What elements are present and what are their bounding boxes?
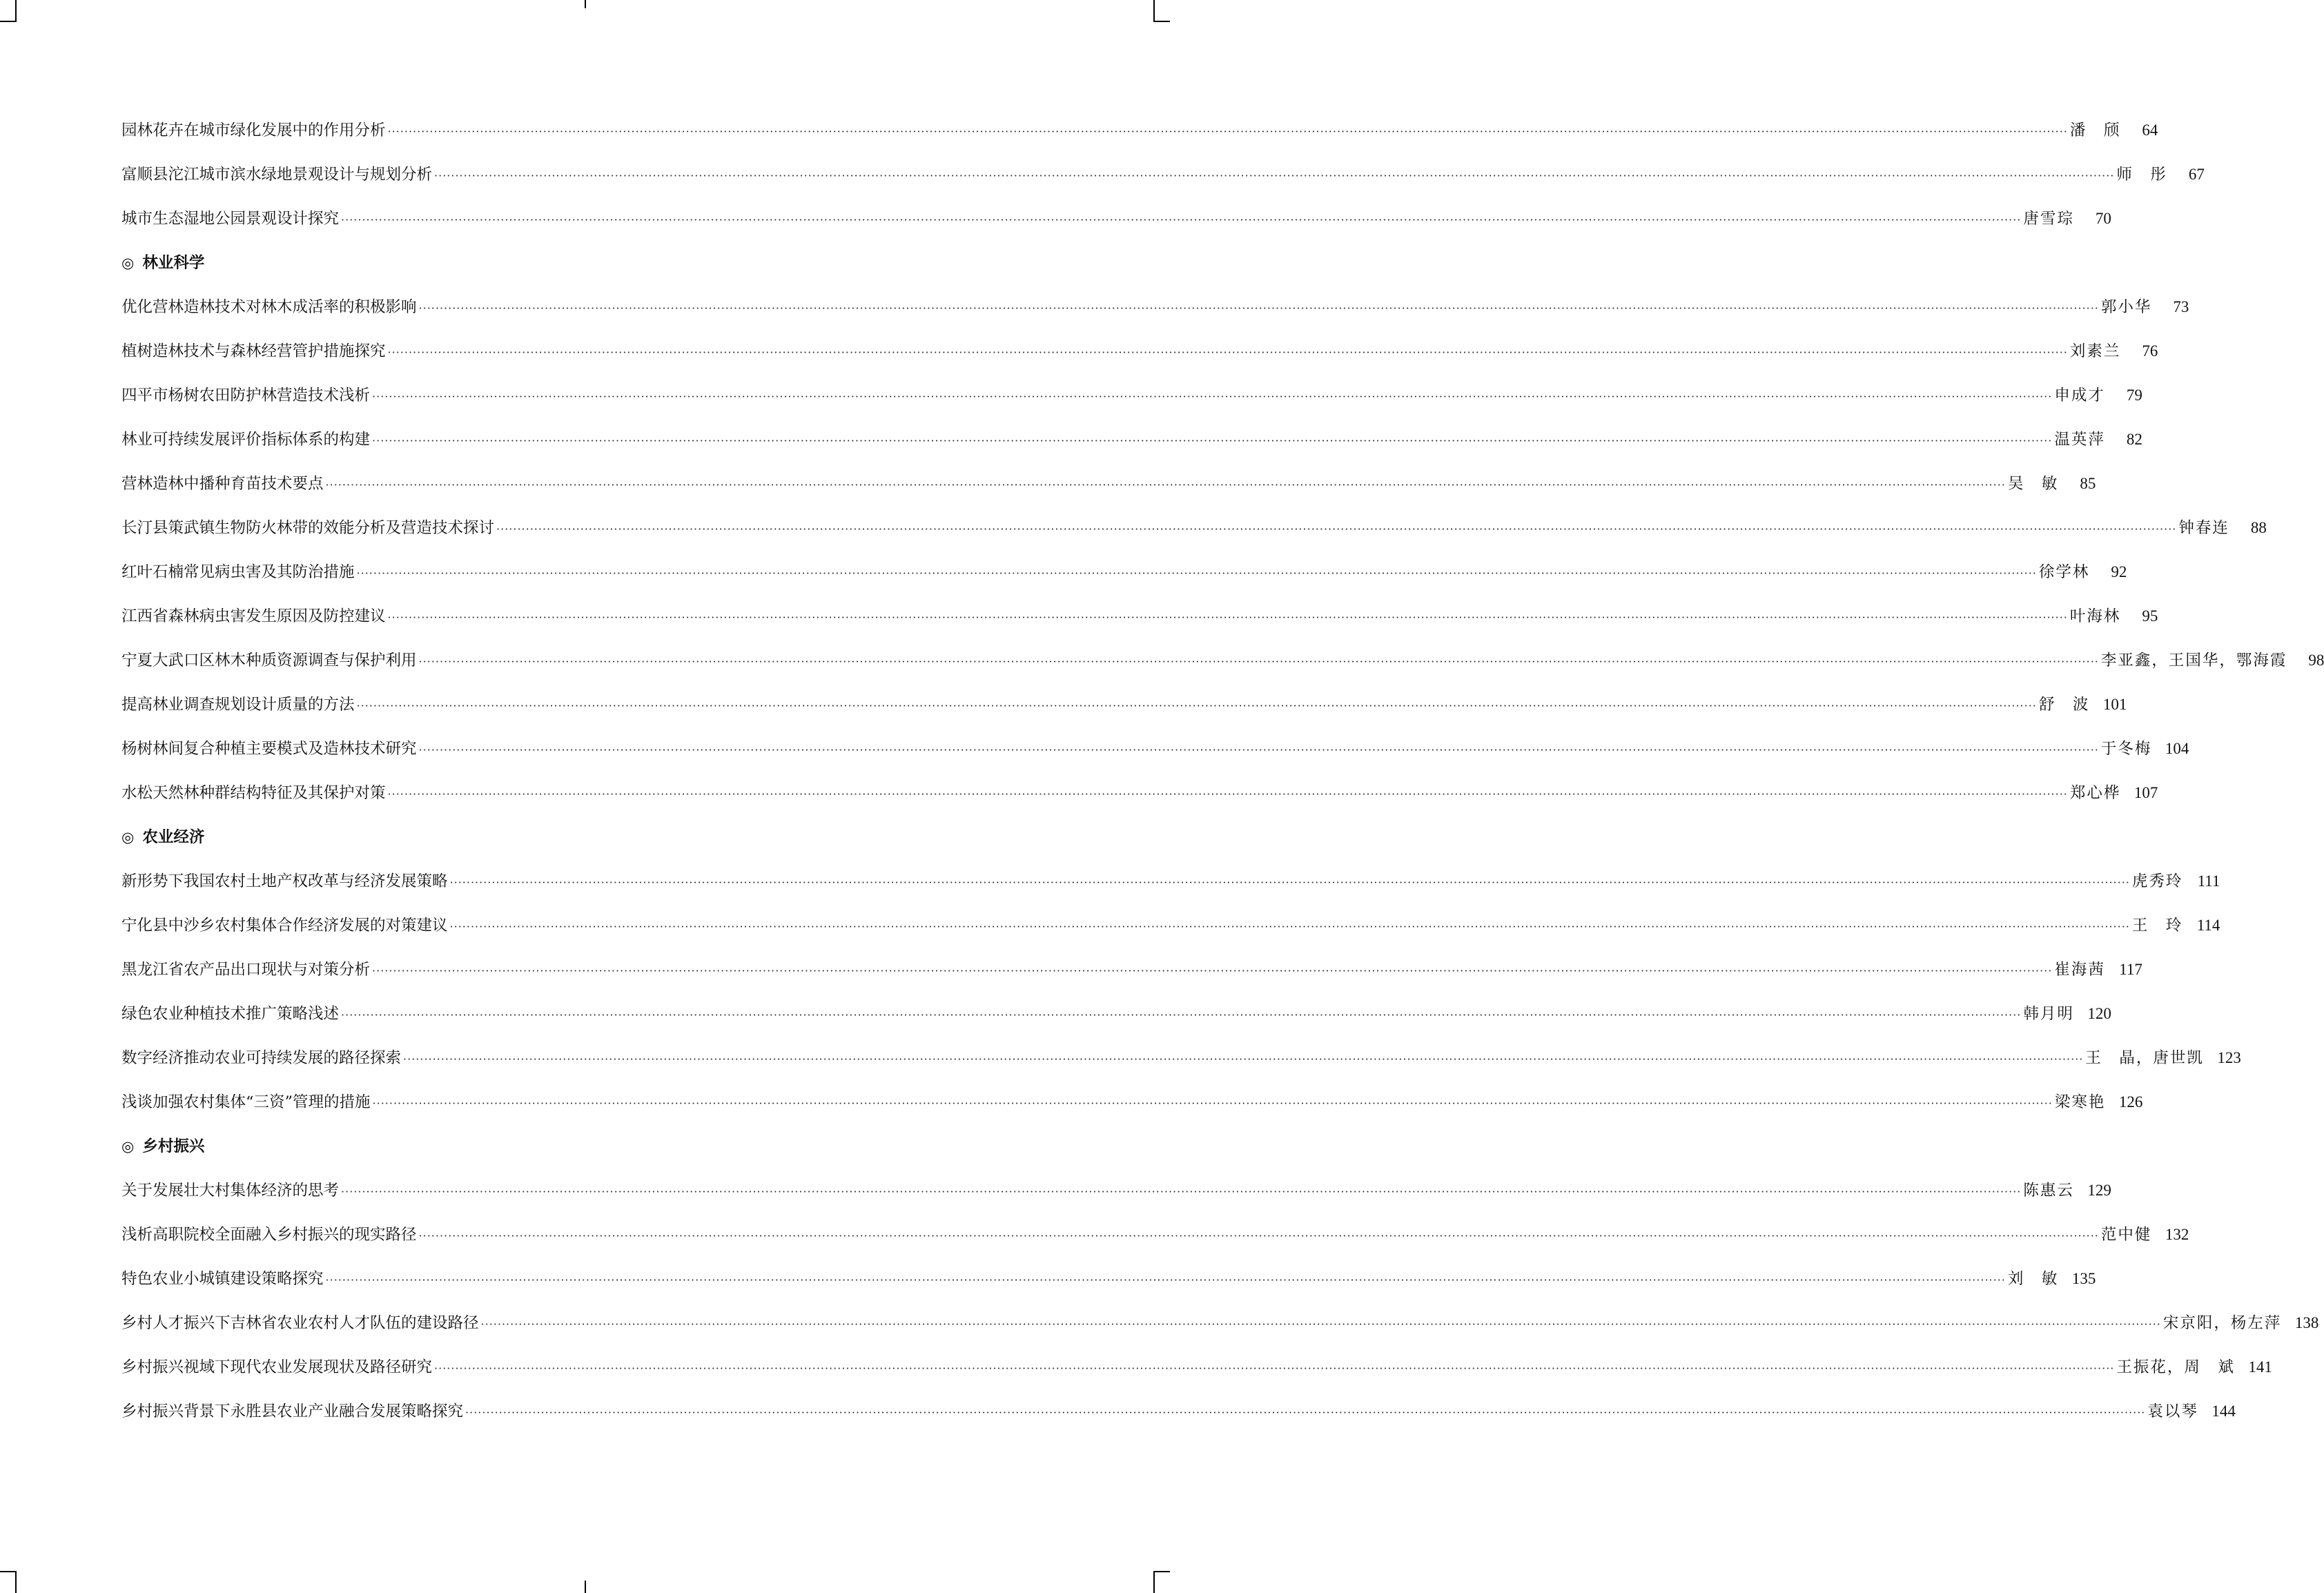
toc-entry[interactable] <box>121 913 2220 957</box>
entry-title: 绿色农业种植技术推广策略浅述 <box>121 1005 340 1023</box>
entry-page-number: 64 <box>2142 121 2158 139</box>
entry-author: 吴 敏 <box>2007 475 2059 493</box>
entry-title: 乡村人才振兴下吉林省农业农村人才队伍的建设路径 <box>121 1314 479 1332</box>
entry-title: 新形势下我国农村土地产权改革与经济发展策略 <box>121 872 448 890</box>
entry-page-number: 98 <box>2308 652 2324 669</box>
toc-entry[interactable] <box>121 471 2096 516</box>
toc-entry[interactable] <box>121 1355 2272 1399</box>
toc-entry[interactable] <box>121 1311 2319 1355</box>
toc-entry[interactable] <box>121 1222 2189 1267</box>
dot-leader: ················································································································································································································································································································································································································ <box>480 1318 2161 1331</box>
entry-page-number: 132 <box>2165 1226 2189 1243</box>
entry-page-number: 114 <box>2196 917 2220 934</box>
dot-leader: ················································································································································································································································································································································································································ <box>325 1273 2006 1287</box>
dot-leader: ················································································································································································································································································································································································································ <box>418 302 2099 315</box>
toc-entry[interactable] <box>121 1399 2236 1443</box>
dot-leader: ················································································································································································································································································································································································································ <box>356 567 2037 580</box>
entry-author: 崔海茜 <box>2054 961 2105 979</box>
entry-page-number: 123 <box>2217 1049 2241 1066</box>
toc-entry[interactable] <box>121 560 2127 604</box>
entry-author: 钟春连 <box>2178 519 2229 537</box>
section-title: 乡村振兴 <box>142 1137 205 1155</box>
dot-leader: ················································································································································································································································································································································································································ <box>341 1008 2022 1022</box>
crop-mark <box>0 1571 15 1572</box>
toc-entry[interactable] <box>121 1178 2111 1222</box>
dot-leader: ················································································································································································································································································································································································································ <box>356 699 2037 712</box>
entry-page-number: 111 <box>2197 872 2220 890</box>
entry-title: 提高林业调查规划设计质量的方法 <box>121 696 355 714</box>
entry-page-number: 92 <box>2111 563 2127 580</box>
entry-page-number: 144 <box>2211 1403 2236 1420</box>
crop-mark <box>15 0 17 22</box>
entry-page-number: 95 <box>2142 607 2158 625</box>
dot-leader: ················································································································································································································································································································································································································ <box>434 169 2115 182</box>
section-heading <box>121 825 1048 869</box>
entry-page-number: 117 <box>2119 961 2142 978</box>
entry-author: 潘 颀 <box>2069 121 2121 139</box>
toc-entry[interactable] <box>121 118 2158 162</box>
entry-author: 于冬梅 <box>2100 740 2152 758</box>
entry-page-number: 73 <box>2173 298 2189 315</box>
dot-leader: ················································································································································································································································································································································································································ <box>325 478 2006 491</box>
entry-title: 宁化县中沙乡农村集体合作经济发展的对策建议 <box>121 917 448 935</box>
entry-title: 浅谈加强农村集体“三资”管理的措施 <box>121 1093 371 1111</box>
toc-entry[interactable] <box>121 1090 2143 1134</box>
entry-page-number: 138 <box>2294 1314 2319 1331</box>
dot-leader: ················································································································································································································································································································································································································ <box>372 1097 2053 1110</box>
entry-author: 叶海林 <box>2069 607 2121 625</box>
entry-author: 徐学林 <box>2038 563 2090 581</box>
dot-leader: ················································································································································································································································································································································································································ <box>372 964 2053 977</box>
crop-mark <box>1153 0 1155 22</box>
entry-author: 王振花，周 斌 <box>2116 1358 2235 1376</box>
dot-leader: ················································································································································································································································································································································································································ <box>418 655 2099 668</box>
dot-leader: ················································································································································································································································································································································································································ <box>418 743 2099 756</box>
entry-author: 郭小华 <box>2100 298 2152 316</box>
section-title: 林业科学 <box>142 254 205 272</box>
entry-author: 申成才 <box>2054 387 2105 404</box>
dot-leader: ················································································································································································································································································································································································································ <box>465 1406 2146 1419</box>
entry-author: 温英萍 <box>2054 431 2105 449</box>
entry-title: 优化营林造林技术对林木成活率的积极影响 <box>121 298 417 316</box>
section-title: 农业经济 <box>142 828 205 846</box>
entry-author: 舒 波 <box>2038 696 2090 714</box>
entry-title: 杨树林间复合种植主要模式及造林技术研究 <box>121 740 417 758</box>
entry-page-number: 135 <box>2071 1270 2096 1287</box>
dot-leader: ················································································································································································································································································································································································································ <box>387 611 2068 624</box>
entry-page-number: 67 <box>2188 166 2205 183</box>
dot-leader: ················································································································································································································································································································································································································ <box>496 522 2177 536</box>
entry-title: 营林造林中播种育苗技术要点 <box>121 475 324 493</box>
toc-entry[interactable] <box>121 206 2111 251</box>
crop-mark <box>15 1571 17 1593</box>
entry-page-number: 104 <box>2165 740 2189 757</box>
crop-mark <box>585 0 586 8</box>
entry-page-number: 126 <box>2118 1093 2143 1111</box>
entry-page-number: 101 <box>2102 696 2127 713</box>
section-heading <box>121 1134 1048 1178</box>
crop-mark <box>585 1581 586 1593</box>
toc-entry[interactable] <box>121 427 2142 471</box>
entry-title: 红叶石楠常见病虫害及其防治措施 <box>121 563 355 581</box>
crop-mark <box>1153 1571 1170 1572</box>
table-of-contents <box>121 118 2324 1443</box>
bullet-icon: ◎ <box>121 255 135 271</box>
crop-mark <box>0 21 15 22</box>
entry-title: 浅析高职院校全面融入乡村振兴的现实路径 <box>121 1226 417 1244</box>
entry-title: 数字经济推动农业可持续发展的路径探索 <box>121 1049 402 1067</box>
toc-entry[interactable] <box>121 516 2267 560</box>
toc-entry[interactable] <box>121 295 2189 339</box>
entry-page-number: 79 <box>2126 387 2142 404</box>
entry-title: 特色农业小城镇建设策略探究 <box>121 1270 324 1288</box>
entry-page-number: 129 <box>2087 1182 2111 1199</box>
toc-entry[interactable] <box>121 648 2324 692</box>
entry-title: 乡村振兴背景下永胜县农业产业融合发展策略探究 <box>121 1403 464 1420</box>
dot-leader: ················································································································································································································································································································································································································ <box>372 434 2053 447</box>
toc-entry[interactable] <box>121 1001 2111 1046</box>
dot-leader: ················································································································································································································································································································································································································ <box>403 1053 2084 1066</box>
dot-leader: ················································································································································································································································································································································································································ <box>387 788 2068 801</box>
dot-leader: ················································································································································································································································································································································································································ <box>387 346 2068 359</box>
entry-author: 王 晶，唐世凯 <box>2085 1049 2204 1067</box>
entry-author: 王 玲 <box>2131 917 2183 935</box>
entry-title: 黑龙江省农产品出口现状与对策分析 <box>121 961 371 979</box>
dot-leader: ················································································································································································································································································································································································································ <box>449 876 2130 889</box>
entry-page-number: 82 <box>2126 431 2142 448</box>
entry-page-number: 70 <box>2095 210 2111 227</box>
entry-title: 水松天然林种群结构特征及其保护对策 <box>121 784 386 802</box>
dot-leader: ················································································································································································································································································································································································································ <box>387 125 2068 138</box>
entry-title: 四平市杨树农田防护林营造技术浅析 <box>121 387 371 404</box>
entry-page-number: 76 <box>2142 342 2158 360</box>
crop-mark <box>1153 21 1170 22</box>
entry-page-number: 85 <box>2080 475 2096 492</box>
dot-leader: ················································································································································································································································································································································································································ <box>341 213 2022 226</box>
dot-leader: ················································································································································································································································································································································································································ <box>341 1185 2022 1198</box>
toc-entry[interactable] <box>121 692 2127 736</box>
entry-page-number: 120 <box>2087 1005 2111 1022</box>
entry-author: 陈惠云 <box>2023 1182 2074 1200</box>
entry-title: 植树造林技术与森林经营管护措施探究 <box>121 342 386 360</box>
crop-mark <box>1153 1571 1155 1593</box>
entry-author: 李亚鑫，王国华，鄂海霞 <box>2100 652 2287 670</box>
entry-page-number: 141 <box>2248 1358 2272 1376</box>
entry-title: 江西省森林病虫害发生原因及防控建议 <box>121 607 386 625</box>
entry-author: 韩月明 <box>2023 1005 2074 1023</box>
toc-entry[interactable] <box>121 869 2220 913</box>
toc-entry[interactable] <box>121 383 2142 427</box>
bullet-icon: ◎ <box>121 1138 135 1155</box>
entry-title: 宁夏大武口区林木种质资源调查与保护利用 <box>121 652 417 670</box>
dot-leader: ················································································································································································································································································································································································································ <box>372 390 2053 403</box>
entry-author: 刘素兰 <box>2069 342 2121 360</box>
entry-author: 刘 敏 <box>2007 1270 2059 1288</box>
entry-author: 范中健 <box>2100 1226 2152 1244</box>
entry-author: 宋京阳，杨左萍 <box>2162 1314 2282 1332</box>
toc-entry[interactable] <box>121 736 2189 781</box>
entry-title: 林业可持续发展评价指标体系的构建 <box>121 431 371 449</box>
toc-entry[interactable] <box>121 781 2158 825</box>
section-heading <box>121 251 1048 295</box>
dot-leader: ················································································································································································································································································································································································································ <box>418 1229 2099 1242</box>
toc-entry[interactable] <box>121 957 2142 1001</box>
entry-title: 富顺县沱江城市滨水绿地景观设计与规划分析 <box>121 166 433 184</box>
entry-title: 长汀县策武镇生物防火林带的效能分析及营造技术探讨 <box>121 519 495 537</box>
toc-entry[interactable] <box>121 339 2158 383</box>
entry-title: 园林花卉在城市绿化发展中的作用分析 <box>121 121 386 139</box>
dot-leader: ················································································································································································································································································································································································································ <box>449 920 2130 933</box>
entry-author: 袁以琴 <box>2147 1403 2198 1420</box>
entry-title: 关于发展壮大村集体经济的思考 <box>121 1182 340 1200</box>
toc-entry[interactable] <box>121 604 2158 648</box>
bullet-icon: ◎ <box>121 829 135 846</box>
entry-page-number: 107 <box>2133 784 2158 801</box>
entry-author: 郑心桦 <box>2069 784 2121 802</box>
entry-title: 乡村振兴视域下现代农业发展现状及路径研究 <box>121 1358 433 1376</box>
entry-author: 师 彤 <box>2116 166 2167 184</box>
toc-entry[interactable] <box>121 1267 2096 1311</box>
toc-entry[interactable] <box>121 1046 2241 1090</box>
entry-author: 梁寒艳 <box>2054 1093 2106 1111</box>
entry-page-number: 88 <box>2250 519 2267 536</box>
entry-author: 虎秀玲 <box>2131 872 2183 890</box>
dot-leader: ················································································································································································································································································································································································································ <box>434 1362 2115 1375</box>
toc-entry[interactable] <box>121 162 2205 206</box>
entry-title: 城市生态湿地公园景观设计探究 <box>121 210 340 228</box>
entry-author: 唐雪琮 <box>2023 210 2074 228</box>
